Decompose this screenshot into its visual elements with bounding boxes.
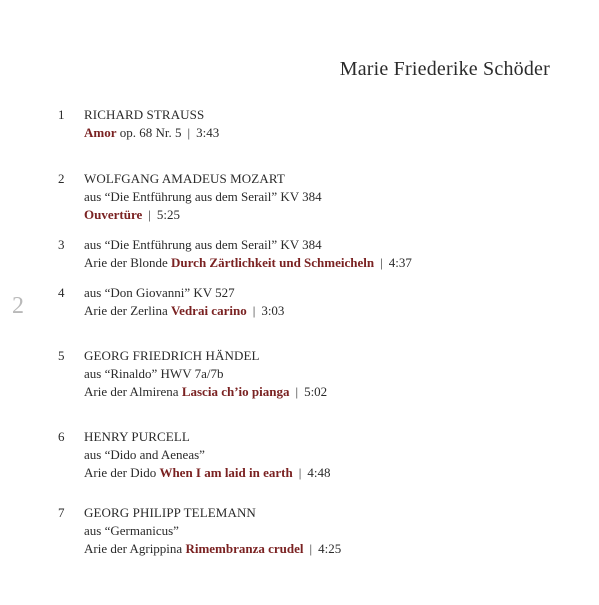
- track-number: 1: [58, 107, 65, 122]
- track-details: [84, 236, 412, 272]
- track-number: 7: [58, 505, 65, 520]
- track-number: 3: [58, 237, 65, 252]
- track-number: 4: [58, 285, 65, 300]
- track-details: [84, 347, 327, 401]
- composer-name: RICHARD STRAUSS: [84, 107, 205, 122]
- track-line: [84, 254, 412, 272]
- separator: |: [380, 255, 383, 270]
- track-details: [84, 106, 219, 142]
- track-line: [84, 302, 284, 320]
- composer-name: HENRY PURCELL: [84, 429, 190, 444]
- track-duration: 4:25: [318, 541, 342, 556]
- track-line: [84, 464, 330, 482]
- track-line: [84, 206, 322, 224]
- work-source: aus “Die Entführung aus dem Serail” KV 384: [84, 189, 322, 204]
- separator: |: [148, 207, 151, 222]
- track-duration: 4:48: [307, 465, 331, 480]
- track-details: [84, 504, 341, 558]
- track-title: Durch Zärtlichkeit und Schmeicheln: [171, 255, 375, 270]
- track-duration: 3:03: [261, 303, 285, 318]
- composer-name: WOLFGANG AMADEUS MOZART: [84, 171, 285, 186]
- separator: |: [309, 541, 313, 556]
- track-title: Vedrai carino: [170, 303, 247, 318]
- track-title: Lascia ch’io pianga: [181, 384, 290, 399]
- aria-role: Arie der Zerlina: [84, 303, 168, 318]
- track-line: [84, 124, 219, 142]
- page-number: 2: [12, 293, 24, 319]
- track-number: 5: [58, 348, 65, 363]
- track-number: 2: [58, 171, 65, 186]
- track-title: Ouvertüre: [84, 207, 143, 222]
- track-details: [84, 284, 284, 320]
- track-number: 6: [58, 429, 65, 444]
- work-source: aus “Dido and Aeneas”: [84, 447, 205, 462]
- track-details: [84, 428, 330, 482]
- work-source: aus “Rinaldo” HWV 7a/7b: [84, 366, 224, 381]
- track-duration: 5:02: [304, 384, 328, 399]
- work-source: aus “Die Entführung aus dem Serail” KV 384: [84, 237, 322, 252]
- track-detail: op. 68 Nr. 5: [119, 125, 182, 140]
- work-source: aus “Don Giovanni” KV 527: [84, 285, 235, 300]
- separator: |: [295, 384, 299, 399]
- aria-role: Arie der Dido: [84, 465, 157, 480]
- track-duration: 4:37: [388, 255, 412, 270]
- track-title: Amor: [84, 125, 117, 140]
- separator: |: [187, 125, 191, 140]
- composer-name: GEORG FRIEDRICH HÄNDEL: [84, 348, 260, 363]
- aria-role: Arie der Almirena: [84, 384, 179, 399]
- composer-name: GEORG PHILIPP TELEMANN: [84, 505, 256, 520]
- track-details: [84, 170, 322, 224]
- separator: |: [252, 303, 256, 318]
- aria-role: Arie der Blonde: [84, 255, 168, 270]
- track-duration: 3:43: [196, 125, 220, 140]
- track-line: [84, 383, 327, 401]
- track-title: When I am laid in earth: [159, 465, 293, 480]
- track-title: Rimembranza crudel: [185, 541, 304, 556]
- track-line: [84, 540, 341, 558]
- page-title: Marie Friederike Schöder: [339, 58, 550, 80]
- separator: |: [298, 465, 302, 480]
- track-duration: 5:25: [156, 207, 180, 222]
- aria-role: Arie der Agrippina: [84, 541, 183, 556]
- work-source: aus “Germanicus”: [84, 523, 179, 538]
